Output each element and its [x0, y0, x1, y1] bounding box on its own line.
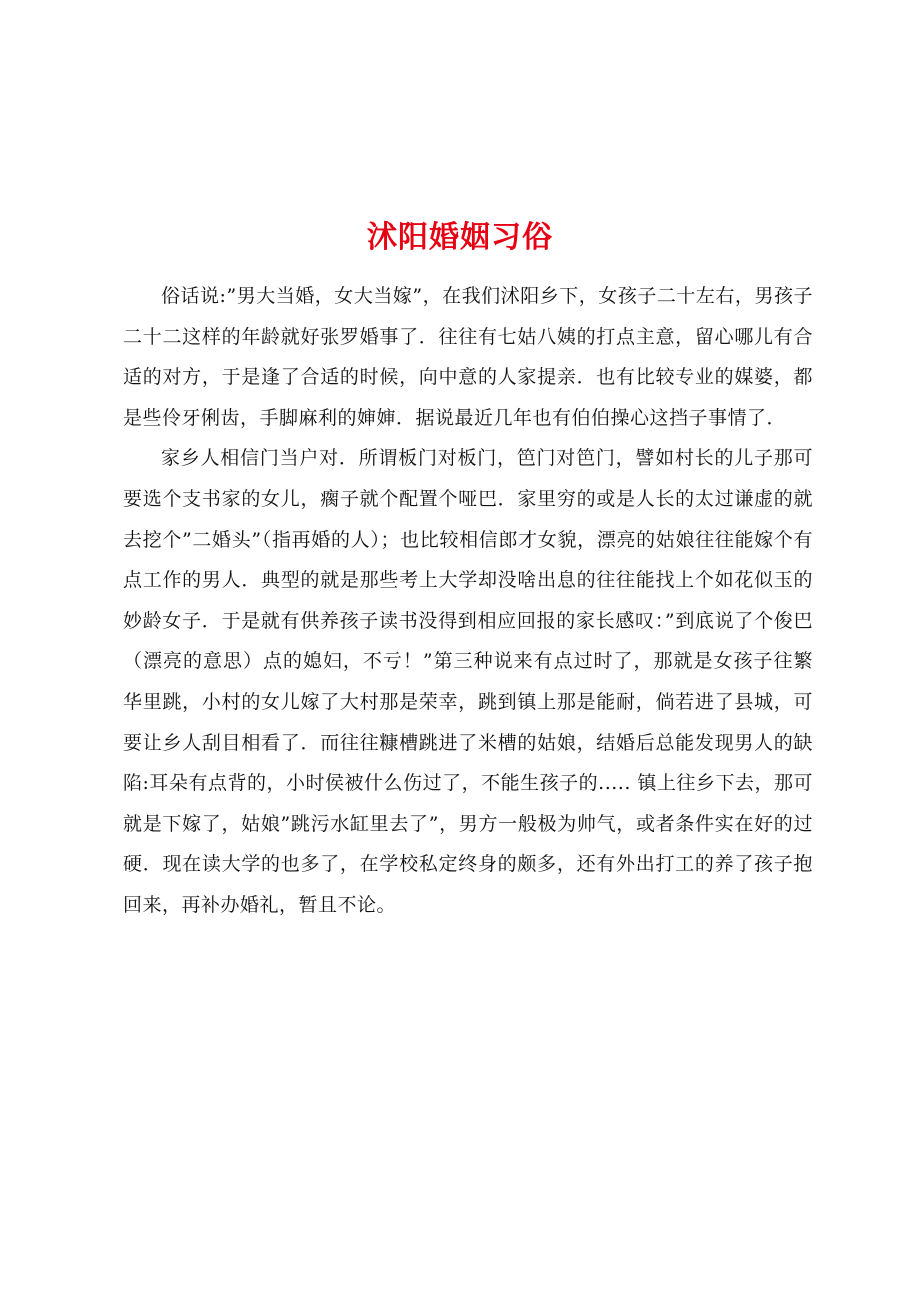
- paragraph-2: 家乡人相信门当户对．所谓板门对板门，笆门对笆门，譬如村长的儿子那可要选个支书家的女儿，瘸子就个配置个哑巴．家里穷的或是人长的太过谦虚的就去挖个”二婚头”（指再婚的人）；也比较相信郎才女貌，漂亮的姑娘往往能嫁个有点工作的男人．典型的就是那些考上大学却没啥出息的往往能找上个如花似玉的妙龄女子．于是就有供养孩子读书没得到相应回报的家长感叹：”到底说了个俊巴（漂亮的意思）点的媳妇，不亏！”第三种说来有点过时了，那就是女孩子往繁华里跳，小村的女儿嫁了大村那是荣幸，跳到镇上那是能耐，倘若进了县城，可要让乡人刮目相看了．而往往糠槽跳进了米槽的姑娘，结婚后总能发现男人的缺陷:耳朵有点背的，小时侯被什么伤过了，不能生孩子的..... 镇上往乡下去，那可就是下嫁了，姑娘”跳污水缸里去了”，男方一般极为帅气，或者条件实在好的过硬．现在读大学的也多了，在学校私定终身的颇多，还有外出打工的养了孩子抱回来，再补办婚礼，暂且不论。: [123, 447, 813, 916]
- document-body: [123, 276, 813, 926]
- paragraph-1: 俗话说:”男大当婚，女大当嫁”，在我们沭阳乡下，女孩子二十左右，男孩子二十二这样的年龄就好张罗婚事了．往往有七姑八姨的打点主意，留心哪儿有合适的对方，于是逢了合适的时候，向中意的人家提亲．也有比较专业的媒婆，都是些伶牙俐齿，手脚麻利的婶婶．据说最近几年也有伯伯操心这挡子事情了．: [123, 285, 813, 429]
- document-title: 沭阳婚姻习俗: [367, 220, 553, 256]
